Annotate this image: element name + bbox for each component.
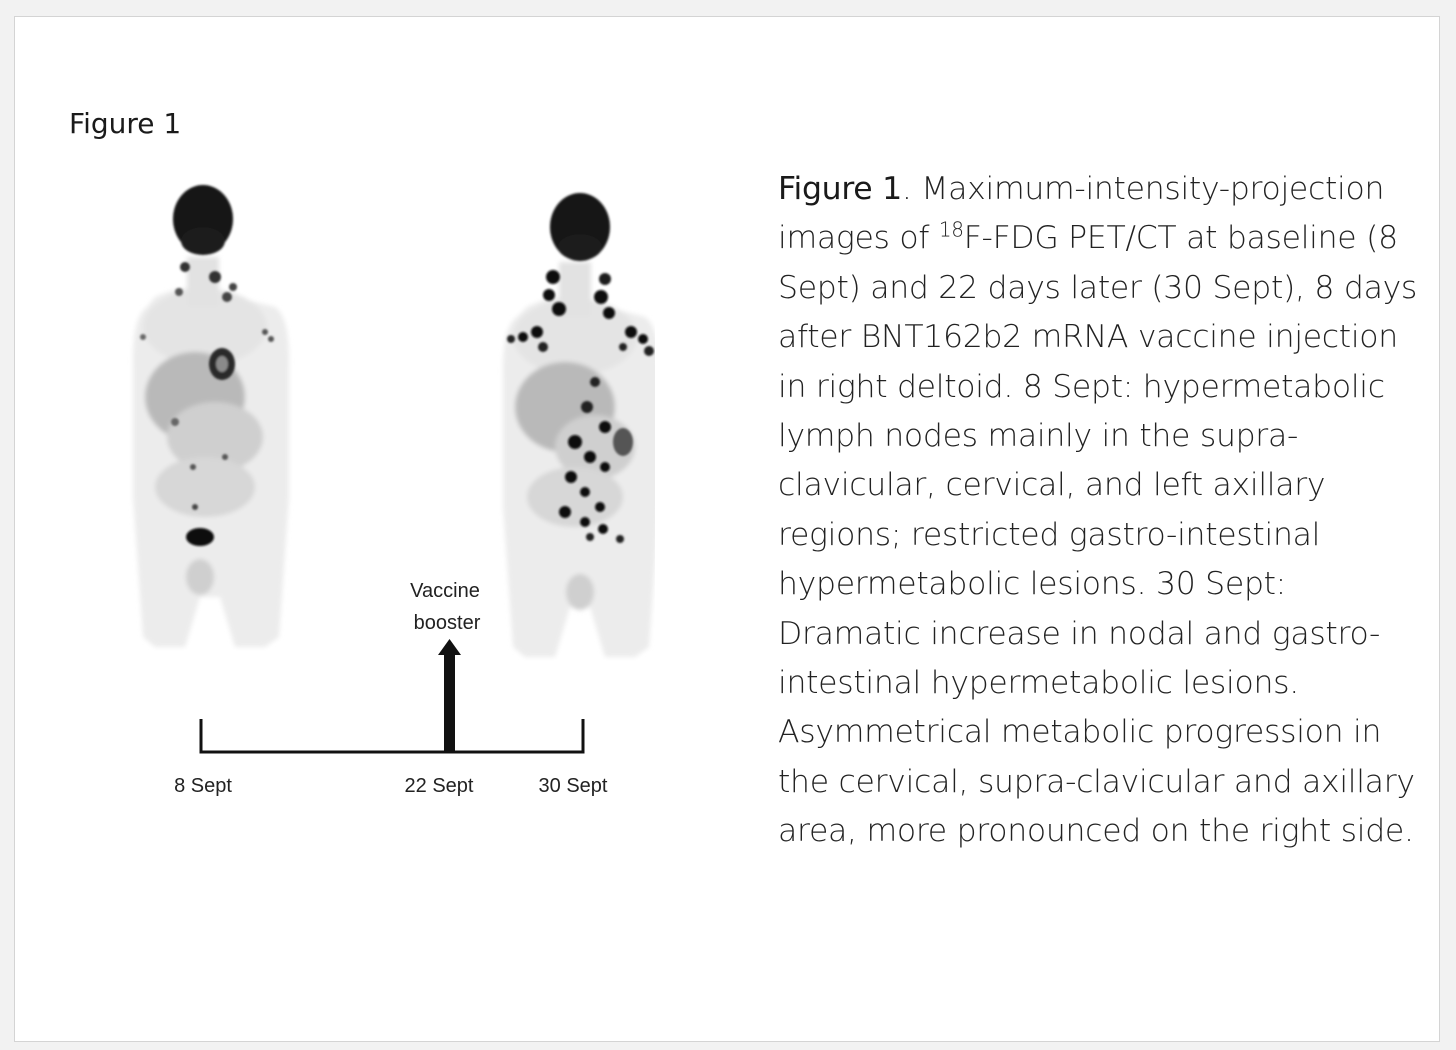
figure-caption [778,165,1418,857]
timeline [201,719,583,752]
vaccine-arrow-shaft [444,652,455,752]
date-label-8-sept: 8 Sept [174,775,232,797]
caption-text-part2: F-FDG PET/CT at baseline (8 Sept) and 22 days later (30 Sept), 8 days after BNT162b2 mRNA vaccine injection in right deltoid. 8 Sept: hypermetabolic lymph nodes mainly in the supra-clavicular, cervical, and left axillary regions; restricted gastro-intestinal hypermetabolic lesions. 30 Sept: Dramatic increase in nodal and gastro-intestinal hypermetabolic lesions. Asymmetrical metabolic progression in the cervical, supra-clavicular and axillary area, more pronounced on the right side. [778,220,1418,850]
baseline-scan-image [133,185,289,647]
vaccine-arrow-head [438,639,461,655]
caption-lead: Figure 1 [778,171,902,207]
caption-superscript: 18 [938,217,964,242]
caption-text-part1: . Maximum-intensity-projection images of [778,171,1385,257]
date-label-22-sept: 22 Sept [404,775,474,797]
date-label-30-sept: 30 Sept [538,775,608,797]
vaccine-label-line1: Vaccine [410,580,480,602]
pet-scan-figure [75,167,655,817]
figure-heading: Figure 1 [69,107,182,140]
vaccine-label-line2: booster [413,612,481,634]
figure-card [14,16,1440,1042]
followup-scan-image [503,193,655,657]
